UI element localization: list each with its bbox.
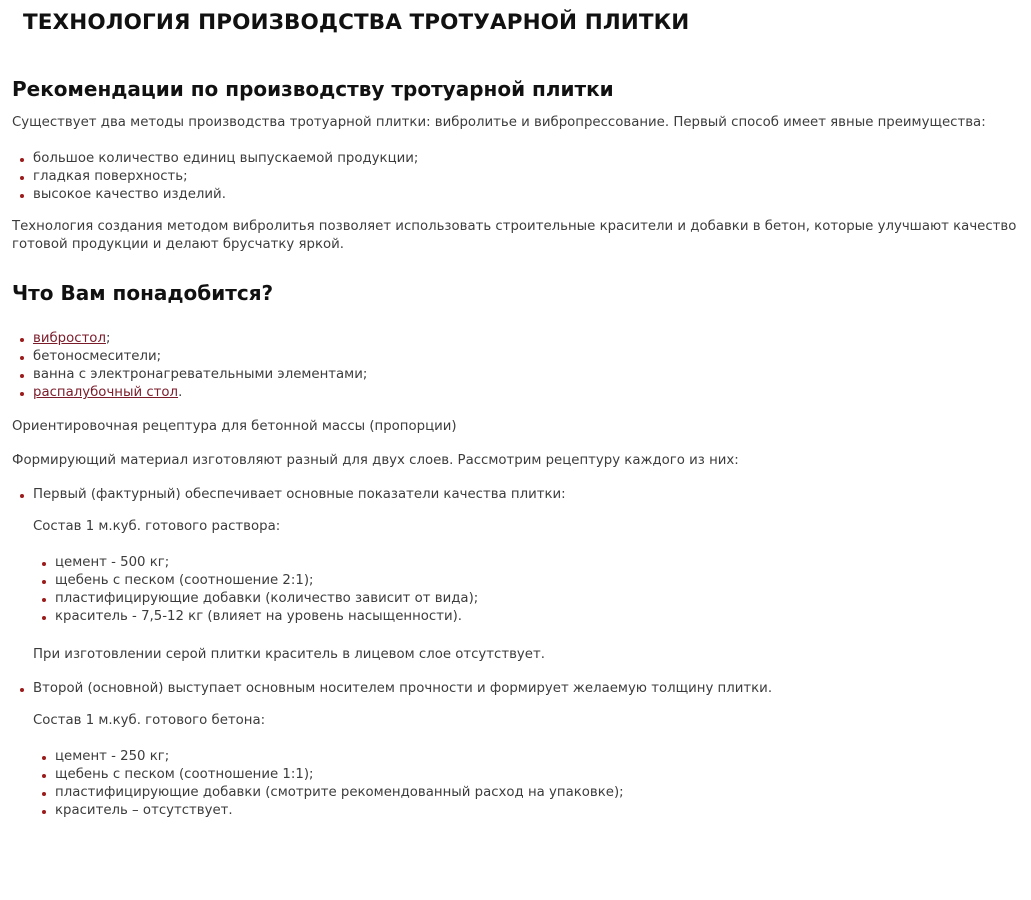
page-title: ТЕХНОЛОГИЯ ПРОИЗВОДСТВА ТРОТУАРНОЙ ПЛИТКИ bbox=[23, 10, 690, 35]
list-item: щебень с песком (соотношение 1:1); bbox=[33, 766, 1019, 784]
bullet-icon bbox=[20, 194, 24, 198]
list-item: вибростол; bbox=[12, 330, 1019, 348]
bullet-icon bbox=[42, 562, 46, 566]
layer-item bbox=[12, 680, 1019, 698]
section-heading-equipment: Что Вам понадобится? bbox=[12, 281, 274, 305]
recipe-intro: Формирующий материал изготовляют разный для двух слоев. Рассмотрим рецептуру каждого из них: bbox=[12, 453, 739, 468]
bullet-icon bbox=[42, 810, 46, 814]
bullet-icon bbox=[42, 756, 46, 760]
bullet-icon bbox=[42, 616, 46, 620]
bullet-icon bbox=[42, 598, 46, 602]
bullet-icon bbox=[20, 338, 24, 342]
ingredients-list bbox=[33, 748, 1019, 820]
bullet-icon bbox=[20, 392, 24, 396]
composition-label: Состав 1 м.куб. готового бетона: bbox=[33, 713, 266, 728]
advantages-list bbox=[12, 150, 1019, 204]
bullet-icon bbox=[20, 374, 24, 378]
list-item: бетоносмесители; bbox=[12, 348, 1019, 366]
list-item: высокое качество изделий. bbox=[12, 186, 1019, 204]
link-vibrostol[interactable]: вибростол bbox=[33, 331, 106, 346]
list-item: цемент - 250 кг; bbox=[33, 748, 1019, 766]
layer-1-details bbox=[12, 518, 1019, 664]
list-item: краситель – отсутствует. bbox=[33, 802, 1019, 820]
bullet-icon bbox=[20, 494, 24, 498]
vibrocasting-note: Технология создания методом вибролитья позволяет использовать строительные красители и добавки в бетон, которые улучшают качество готовой продукции и делают брусчатку яркой. bbox=[12, 219, 1017, 252]
layer-2-details bbox=[12, 712, 1019, 820]
layer-title: Первый (фактурный) обеспечивает основные показатели качества плитки: bbox=[33, 487, 566, 502]
list-item: краситель - 7,5-12 кг (влияет на уровень насыщенности). bbox=[33, 608, 1019, 626]
bullet-icon bbox=[42, 774, 46, 778]
section-heading-recommendations: Рекомендации по производству тротуарной плитки bbox=[12, 77, 614, 101]
list-item: распалубочный стол. bbox=[12, 384, 1019, 402]
list-item: ванна с электронагревательными элементами; bbox=[12, 366, 1019, 384]
link-raspalubochny-stol[interactable]: распалубочный стол bbox=[33, 385, 179, 400]
intro-paragraph: Существует два методы производства тротуарной плитки: вибролитье и вибропрессование. Первый способ имеет явные преимущества: bbox=[12, 115, 986, 130]
bullet-icon bbox=[42, 580, 46, 584]
ingredients-list bbox=[33, 554, 1019, 626]
bullet-icon bbox=[20, 356, 24, 360]
recipe-title: Ориентировочная рецептура для бетонной массы (пропорции) bbox=[12, 419, 457, 434]
equipment-list bbox=[12, 330, 1019, 402]
list-item: щебень с песком (соотношение 2:1); bbox=[33, 572, 1019, 590]
layer-item bbox=[12, 486, 1019, 504]
layers-list bbox=[12, 486, 1019, 504]
bullet-icon bbox=[20, 176, 24, 180]
list-item: цемент - 500 кг; bbox=[33, 554, 1019, 572]
bullet-icon bbox=[42, 792, 46, 796]
list-item: пластифицирующие добавки (количество зависит от вида); bbox=[33, 590, 1019, 608]
list-item: пластифицирующие добавки (смотрите рекомендованный расход на упаковке); bbox=[33, 784, 1019, 802]
layer-note: При изготовлении серой плитки краситель в лицевом слое отсутствует. bbox=[33, 647, 545, 662]
list-item: большое количество единиц выпускаемой продукции; bbox=[12, 150, 1019, 168]
layers-list-2 bbox=[12, 680, 1019, 698]
list-item: гладкая поверхность; bbox=[12, 168, 1019, 186]
layer-title: Второй (основной) выступает основным носителем прочности и формирует желаемую толщину плитки. bbox=[33, 681, 773, 696]
composition-label: Состав 1 м.куб. готового раствора: bbox=[33, 519, 281, 534]
bullet-icon bbox=[20, 158, 24, 162]
bullet-icon bbox=[20, 688, 24, 692]
